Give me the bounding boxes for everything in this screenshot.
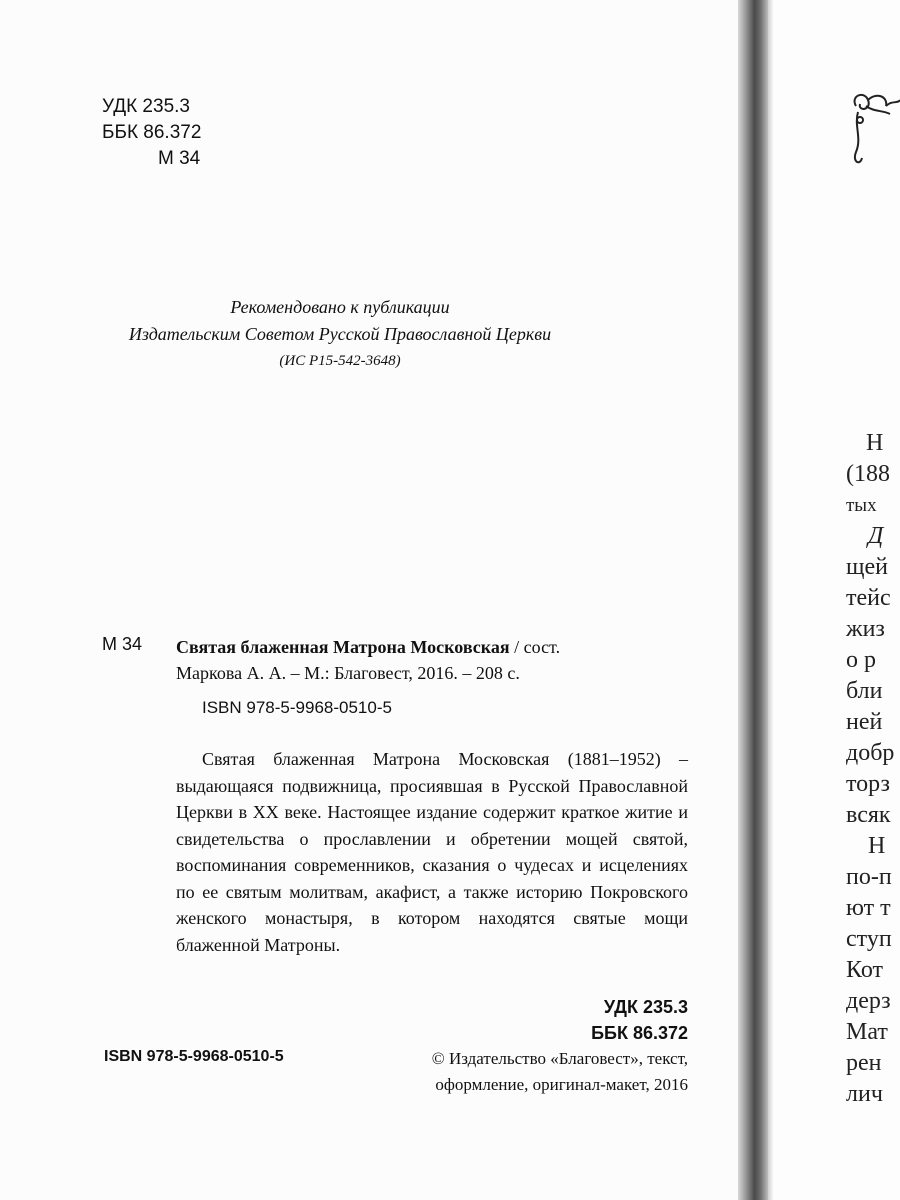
recommendation-code: (ИС Р15-542-3648) — [279, 353, 401, 369]
page-edge-shadow — [768, 0, 774, 1200]
text-fragment: (188 — [846, 461, 890, 487]
copyright-line-1: © Издательство «Благовест», текст, — [431, 1049, 688, 1068]
text-fragment: жиз — [846, 616, 885, 642]
text-fragment: по-п — [846, 864, 892, 890]
text-fragment: Мат — [846, 1019, 888, 1045]
text-fragment: бли — [846, 678, 883, 704]
text-fragment: ступ — [846, 926, 892, 952]
text-fragment: рен — [846, 1050, 882, 1076]
text-fragment: щей — [846, 554, 888, 580]
right-page — [768, 0, 900, 1200]
text-fragment: добр — [846, 740, 895, 766]
isbn-top: ISBN 978-5-9968-0510-5 — [202, 698, 392, 717]
text-fragment: Н — [866, 430, 884, 456]
text-fragment: Н — [868, 833, 886, 859]
right-page-text — [846, 428, 900, 1110]
udk-code-bottom: УДК 235.3 — [603, 997, 688, 1017]
text-fragment: торз — [846, 771, 890, 797]
publication-details: Маркова А. А. – М.: Благовест, 2016. – 208 с. — [176, 663, 520, 683]
compiler-prefix: / сост. — [509, 637, 561, 657]
text-fragment: лич — [846, 1081, 883, 1107]
book-spine — [738, 0, 768, 1200]
annotation — [176, 746, 688, 958]
text-fragment: тых — [846, 495, 877, 516]
classification-codes-bottom — [570, 994, 688, 1046]
text-fragment: всяк — [846, 802, 891, 828]
copyright — [386, 1046, 688, 1098]
text-fragment: Кот — [846, 957, 883, 983]
ornament-icon — [846, 86, 900, 170]
text-fragment: Д — [868, 523, 884, 549]
classification-codes — [102, 94, 201, 172]
text-fragment: о р — [846, 647, 876, 673]
recommendation-line-2: Издательским Советом Русской Православной Церкви — [128, 324, 552, 344]
annotation-text: Святая блаженная Матрона Московская (1881–1952) – выдающаяся подвижница, просиявшая в Русской Православной Церкви в XX веке. Настоящее издание содержит краткое житие и свидетельства о прославлении и обретении мощей святой, воспоминания современников, сказания о чудесах и исцелениях по ее святым молитвам, акафист, а также историю Покровского женского монастыря, в котором находятся святые мощи блаженной Матроны. — [176, 749, 688, 955]
book-title: Святая блаженная Матрона Московская — [176, 637, 510, 657]
bibliographic-description — [176, 634, 696, 686]
isbn-bottom: ISBN 978-5-9968-0510-5 — [104, 1048, 284, 1065]
bibliographic-mark: М 34 — [102, 634, 143, 654]
bbk-code-bottom: ББК 86.372 — [591, 1023, 688, 1043]
text-fragment: тейс — [846, 585, 891, 611]
author-mark: М 34 — [158, 148, 201, 169]
udk-code: УДК 235.3 — [102, 96, 190, 117]
text-fragment: ют т — [846, 895, 891, 921]
text-fragment: дерз — [846, 988, 891, 1014]
text-fragment: ней — [846, 709, 883, 735]
recommendation-block — [120, 294, 560, 375]
bbk-code: ББК 86.372 — [102, 122, 202, 143]
recommendation-line-1: Рекомендовано к публикации — [230, 297, 450, 317]
copyright-line-2: оформление, оригинал-макет, 2016 — [435, 1075, 688, 1094]
